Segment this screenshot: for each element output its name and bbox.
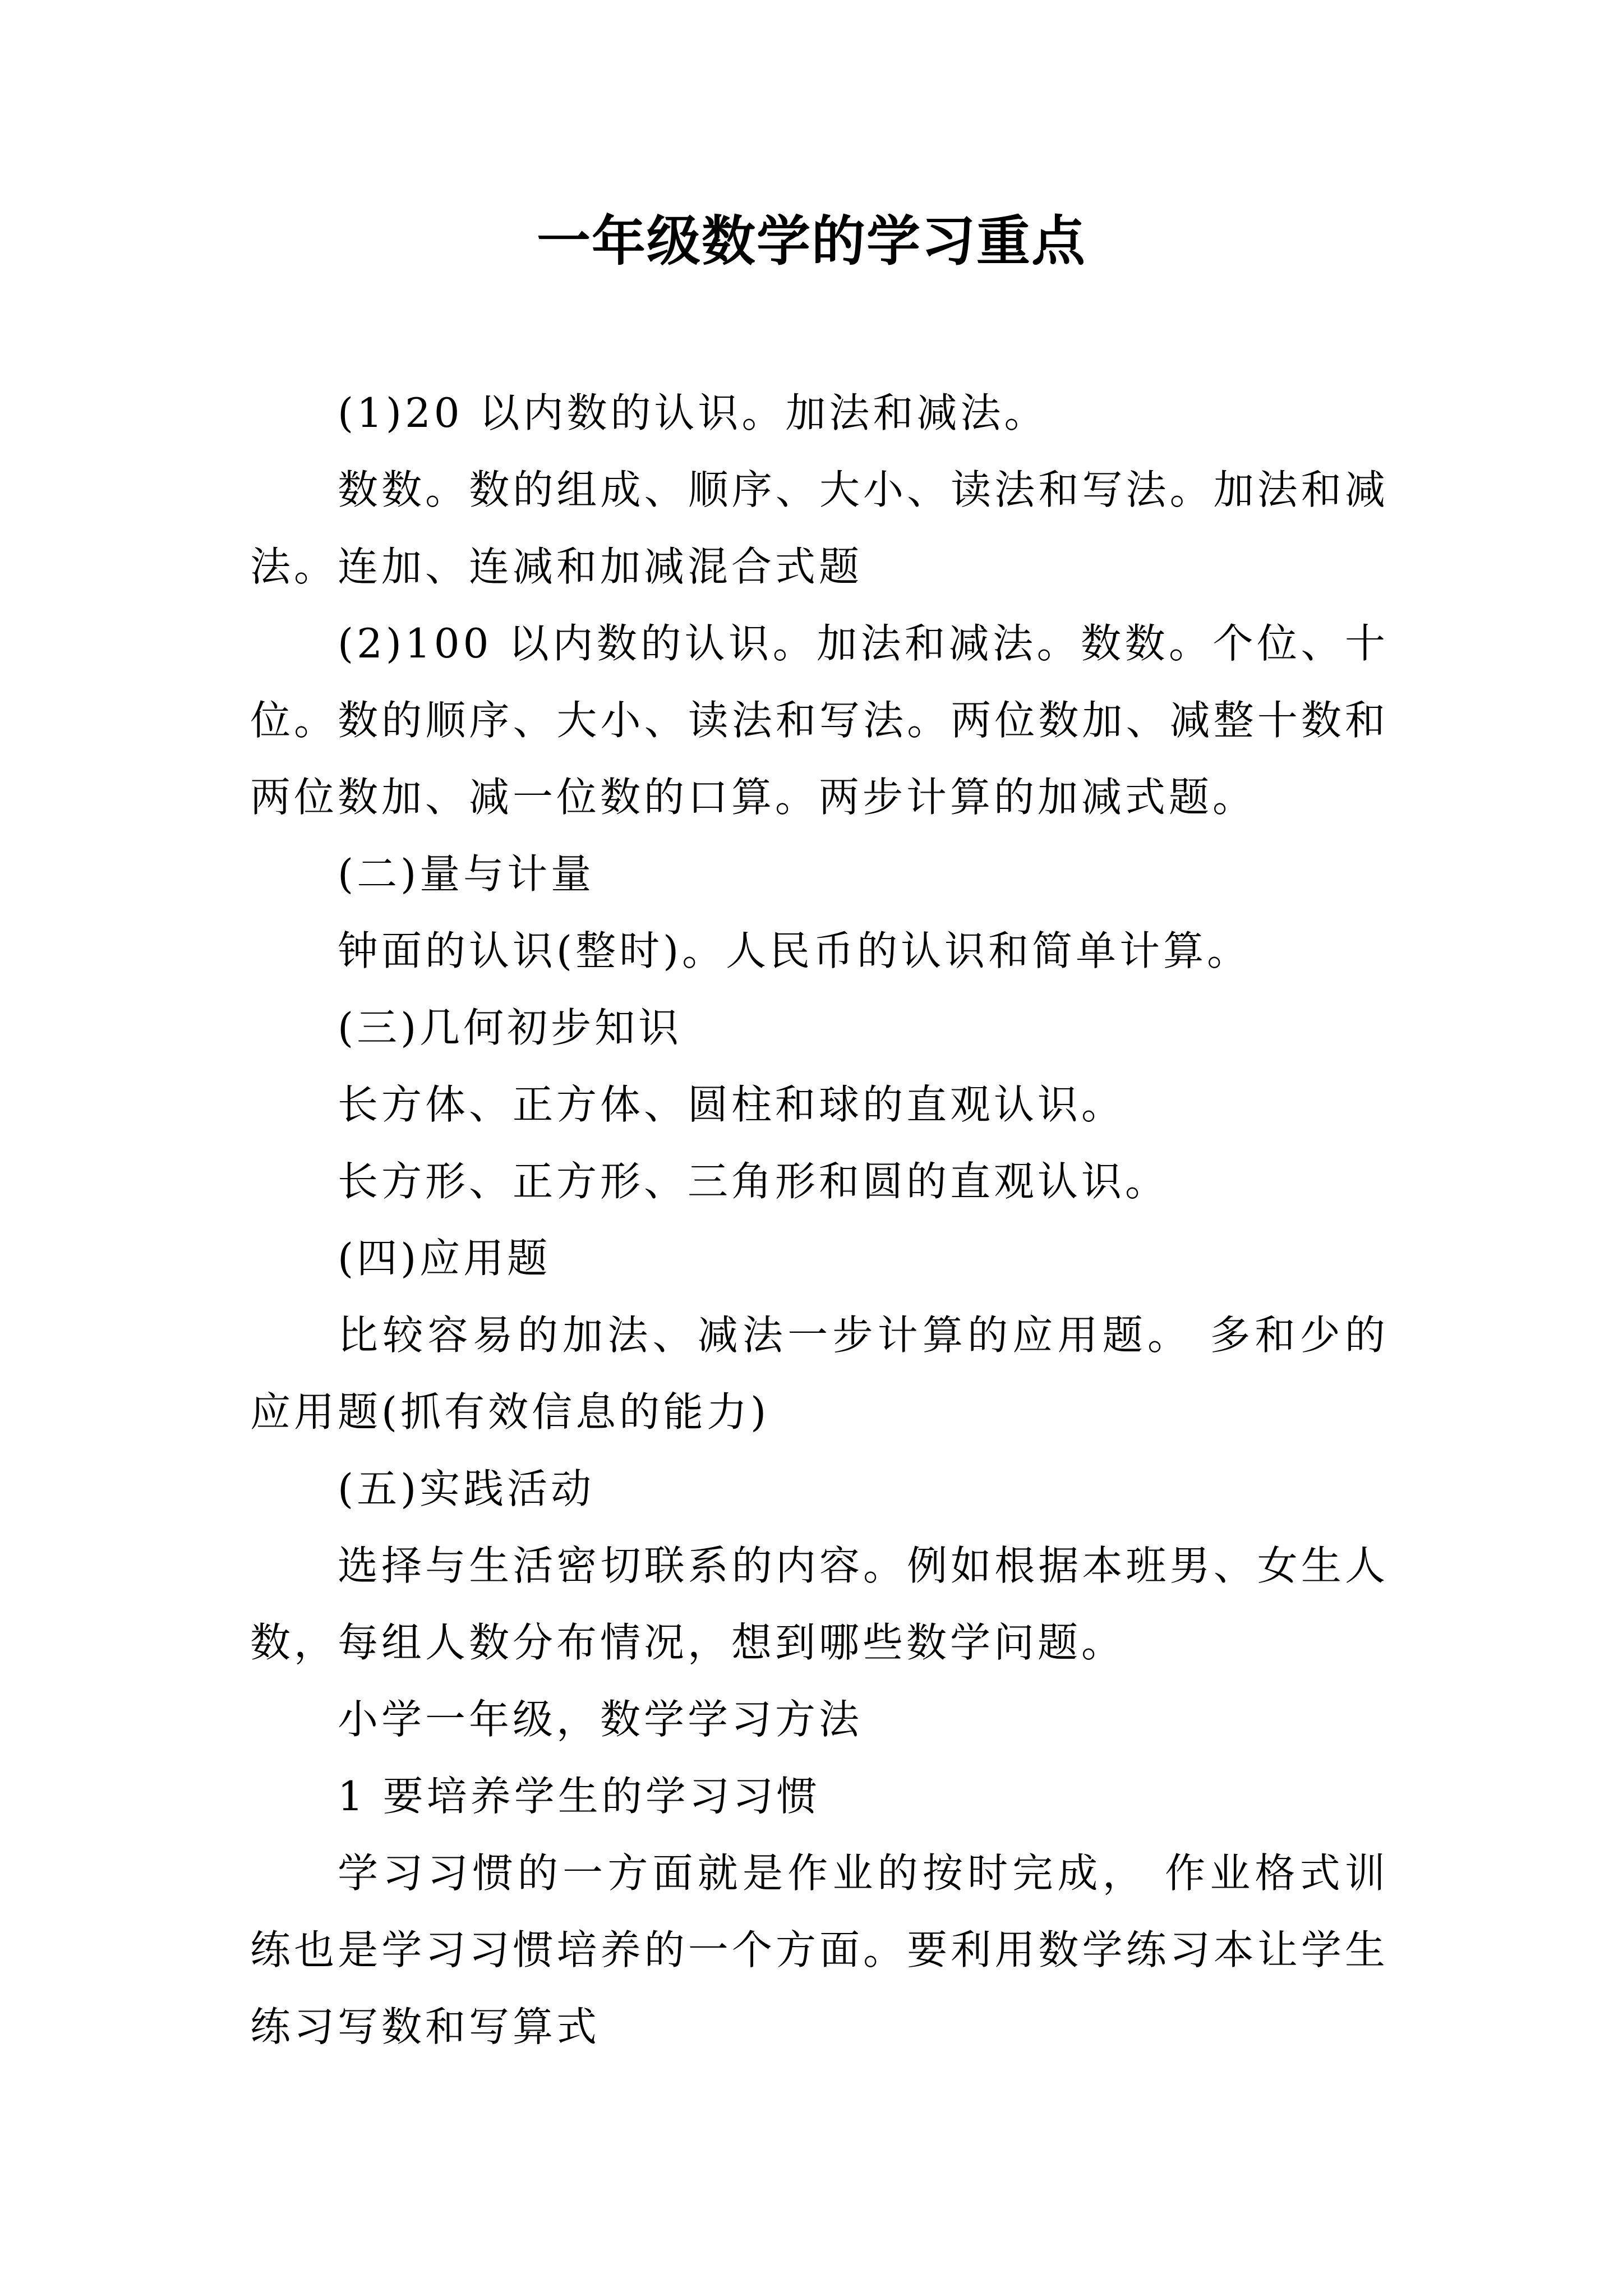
document-title: 一年级数学的学习重点 (537, 209, 1086, 273)
paragraph: 选择与生活密切联系的内容。例如根据本班男、女生人数，每组人数分布情况，想到哪些数学问题。 (250, 1542, 1389, 1666)
document-body (250, 375, 1389, 2065)
section-heading: (五)实践活动 (338, 1465, 595, 1512)
paragraph: (1)20 以内数的认识。加法和减法。 (338, 389, 1048, 436)
paragraph: (2)100 以内数的认识。加法和减法。数数。个位、十位。数的顺序、大小、读法和写法。两位数加、减整十数和两位数加、减一位数的口算。两步计算的加减式题。 (250, 620, 1389, 821)
paragraph: 学习习惯的一方面就是作业的按时完成， 作业格式训练也是学习习惯培养的一个方面。要利用数学练习本让学生练习写数和写算式 (250, 1849, 1389, 2050)
paragraph: 比较容易的加法、减法一步计算的应用题。 多和少的应用题(抓有效信息的能力) (250, 1312, 1389, 1435)
paragraph: 长方体、正方体、圆柱和球的直观认识。 (338, 1081, 1126, 1128)
paragraph: 钟面的认识(整时)。人民币的认识和简单计算。 (338, 927, 1251, 974)
section-heading: (三)几何初步知识 (338, 1004, 683, 1051)
paragraph: 长方形、正方形、三角形和圆的直观认识。 (338, 1158, 1169, 1205)
paragraph: 1 要培养学生的学习习惯 (338, 1773, 820, 1820)
section-heading: (二)量与计量 (338, 850, 595, 898)
paragraph: 小学一年级，数学学习方法 (338, 1696, 863, 1743)
paragraph: 数数。数的组成、顺序、大小、读法和写法。加法和减法。连加、连减和加减混合式题 (250, 466, 1389, 590)
section-heading: (四)应用题 (338, 1235, 551, 1282)
